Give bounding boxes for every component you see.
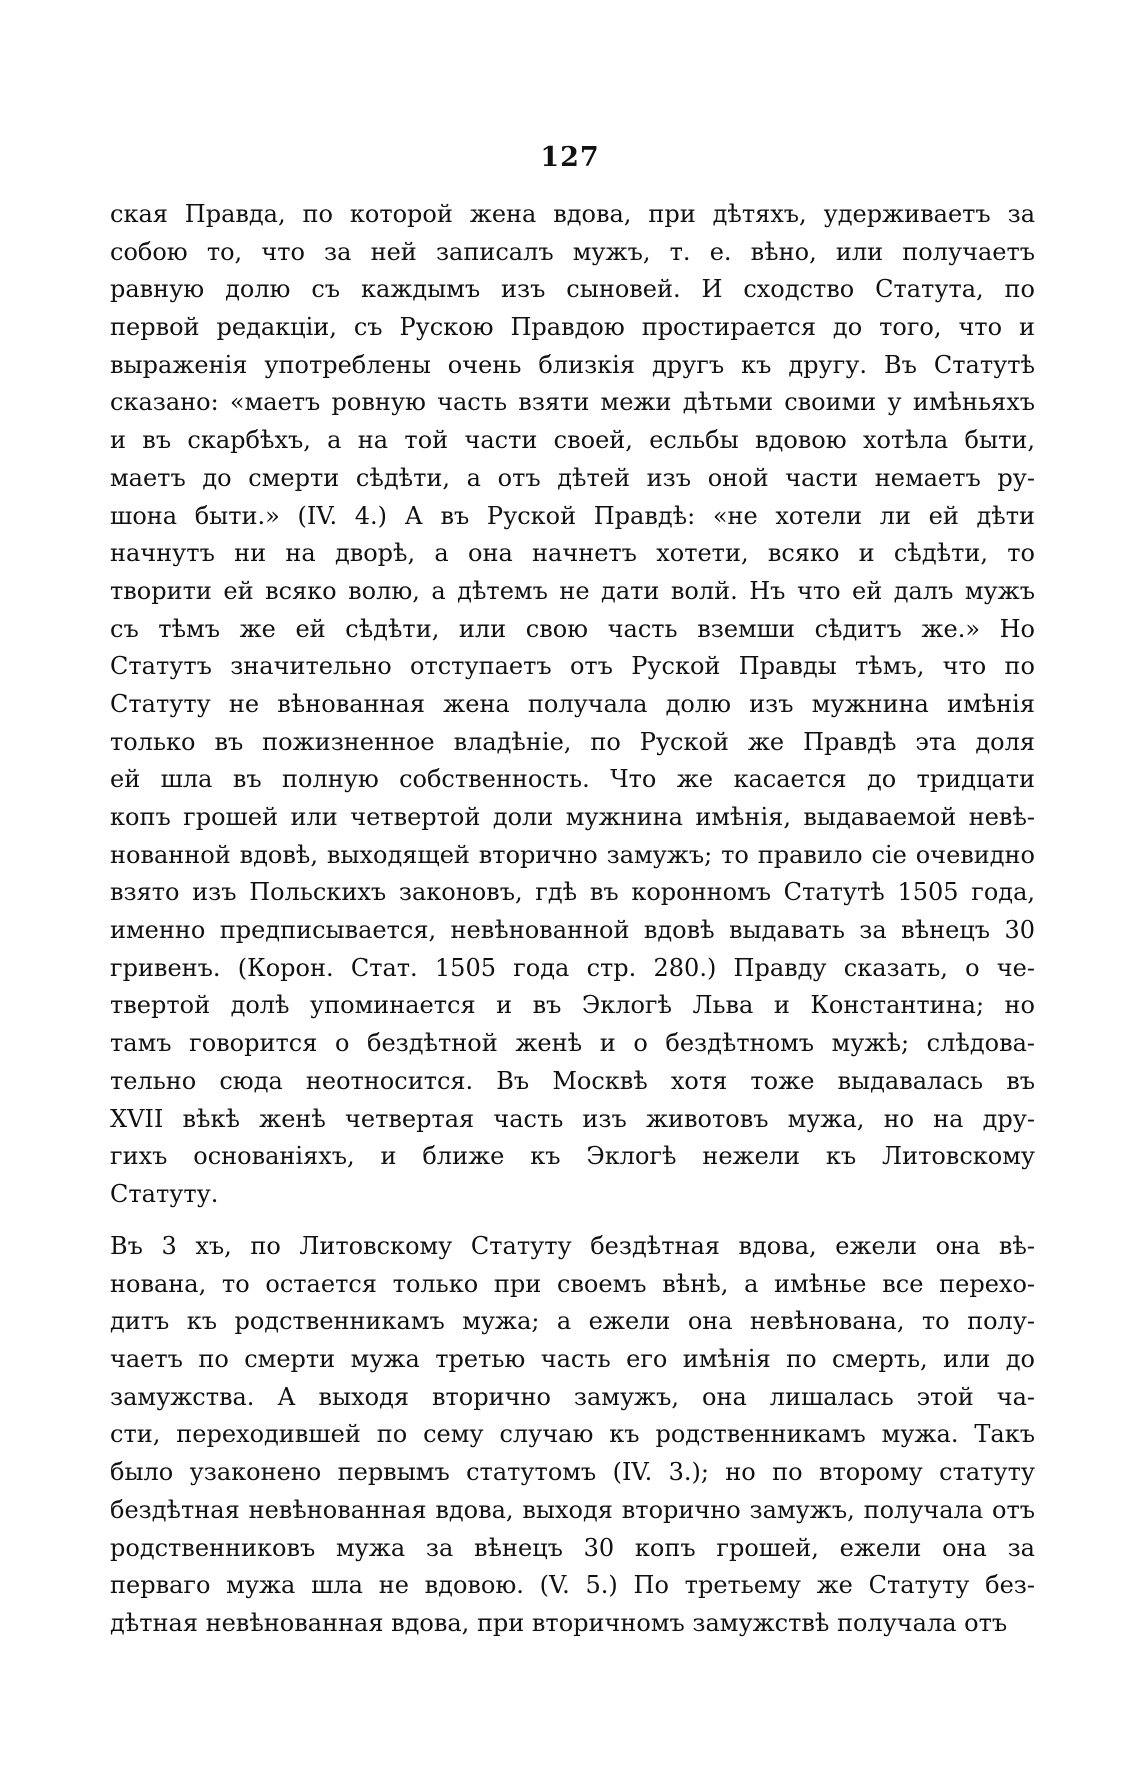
text-line: первой редакціи, съ Рускою Правдою простирается до того, что и <box>110 313 1035 342</box>
text-line: гривенъ. (Корон. Стат. 1505 года стр. 280.) Правду сказать, о че- <box>110 953 1035 982</box>
text-line: тельно сюда неотносится. Въ Москвѣ хотя тоже выдавалась въ <box>110 1066 1035 1095</box>
text-line: бездѣтная невѣнованная вдова, выходя вторично замужъ, получала отъ <box>110 1495 1035 1524</box>
text-line: перваго мужа шла не вдовою. (V. 5.) По третьему же Статуту без- <box>110 1571 1035 1600</box>
text-line: сказано: «маетъ ровную часть взяти межи дѣтьми своими у имѣньяхъ <box>110 388 1035 417</box>
text-line: тамъ говорится о бездѣтной женѣ и о бездѣтномъ мужѣ; слѣдова- <box>110 1029 1035 1058</box>
text-line: копъ грошей или четвертой доли мужнина имѣнія, выдаваемой невѣ- <box>110 803 1035 831</box>
text-line: родственниковъ мужа за вѣнецъ 30 копъ грошей, ежели она за <box>110 1533 1035 1562</box>
text-line: Въ 3 хъ, по Литовскому Статуту бездѣтная вдова, ежели она вѣ- <box>110 1232 1035 1260</box>
text-line: было узаконено первымъ статутомъ (IV. 3.); но по второму статуту <box>110 1458 1035 1487</box>
text-line: творити ей всяко волю, а дѣтемъ не дати волй. Нъ что ей далъ мужъ <box>110 576 1035 605</box>
text-line: собою то, что за ней записалъ мужъ, т. е. вѣно, или получаетъ <box>110 237 1035 266</box>
text-line: взято изъ Польскихъ законовъ, гдѣ въ коронномъ Статутѣ 1505 года, <box>110 878 1035 907</box>
text-line: Статуту не вѣнованная жена получала долю изъ мужнина имѣнія <box>110 689 1035 718</box>
text-line: ская Правда, по которой жена вдова, при дѣтяхъ, удерживаетъ за <box>110 200 1035 228</box>
text-line: дѣтная невѣнованная вдова, при вторичномъ замужствѣ получала отъ <box>110 1608 1008 1637</box>
text-line: маетъ до смерти сѣдѣти, а отъ дѣтей изъ оной части немаетъ ру- <box>110 463 1035 492</box>
text-line: только въ пожизненное владѣніе, по Руской же Правдѣ эта доля <box>110 727 1035 756</box>
text-line: и въ скарбѣхъ, а на той части своей, есльбы вдовою хотѣла быти, <box>110 426 1035 455</box>
text-line: съ тѣмъ же ей сѣдѣти, или свою часть вземши сѣдитъ же.» Но <box>110 614 1035 643</box>
text-line: чаетъ по смерти мужа третью часть его имѣнія по смерть, или до <box>110 1345 1035 1374</box>
text-line: выраженія употреблены очень близкія другъ къ другу. Въ Статутѣ <box>110 350 1035 379</box>
text-line: гихъ основаніяхъ, и ближе къ Эклогѣ нежели къ Литовскому <box>110 1142 1035 1171</box>
text-line: замужства. А выходя вторично замужъ, она лишалась этой ча- <box>110 1382 1035 1411</box>
text-line: нована, то остается только при своемъ вѣнѣ, а имѣнье все перехо- <box>110 1269 1035 1298</box>
text-line: нованной вдовѣ, выходящей вторично замужъ; то правило сіе очевидно <box>110 840 1035 869</box>
text-line: именно предписывается, невѣнованной вдовѣ выдавать за вѣнецъ 30 <box>110 916 1035 945</box>
text-line: Статуту. <box>110 1179 219 1208</box>
text-line: Статутъ значительно отступаетъ отъ Руской Правды тѣмъ, что по <box>110 652 1035 681</box>
text-line: шона быти.» (IV. 4.) А въ Руской Правдѣ: «не хотели ли ей дѣти <box>110 501 1035 530</box>
paragraph-2 <box>110 1228 1035 1643</box>
text-line: дитъ къ родственникамъ мужа; а ежели она невѣнована, то полу- <box>110 1307 1035 1336</box>
text-line: XVII вѣкѣ женѣ четвертая часть изъ животовъ мужа, но на дру- <box>110 1104 1035 1133</box>
text-line: начнутъ ни на дворѣ, а она начнетъ хотети, всяко и сѣдѣти, то <box>110 539 1035 568</box>
page-number: 127 <box>540 142 600 173</box>
paragraph-1 <box>110 196 1035 1214</box>
text-line: сти, переходившей по сему случаю къ родственникамъ мужа. Такъ <box>110 1420 1035 1449</box>
text-line: твертой долѣ упоминается и въ Эклогѣ Льва и Константина; но <box>110 991 1035 1020</box>
text-line: ей шла въ полную собственность. Что же касается до тридцати <box>110 765 1035 794</box>
text-line: равную долю съ каждымъ изъ сыновей. И сходство Статута, по <box>110 275 1035 304</box>
